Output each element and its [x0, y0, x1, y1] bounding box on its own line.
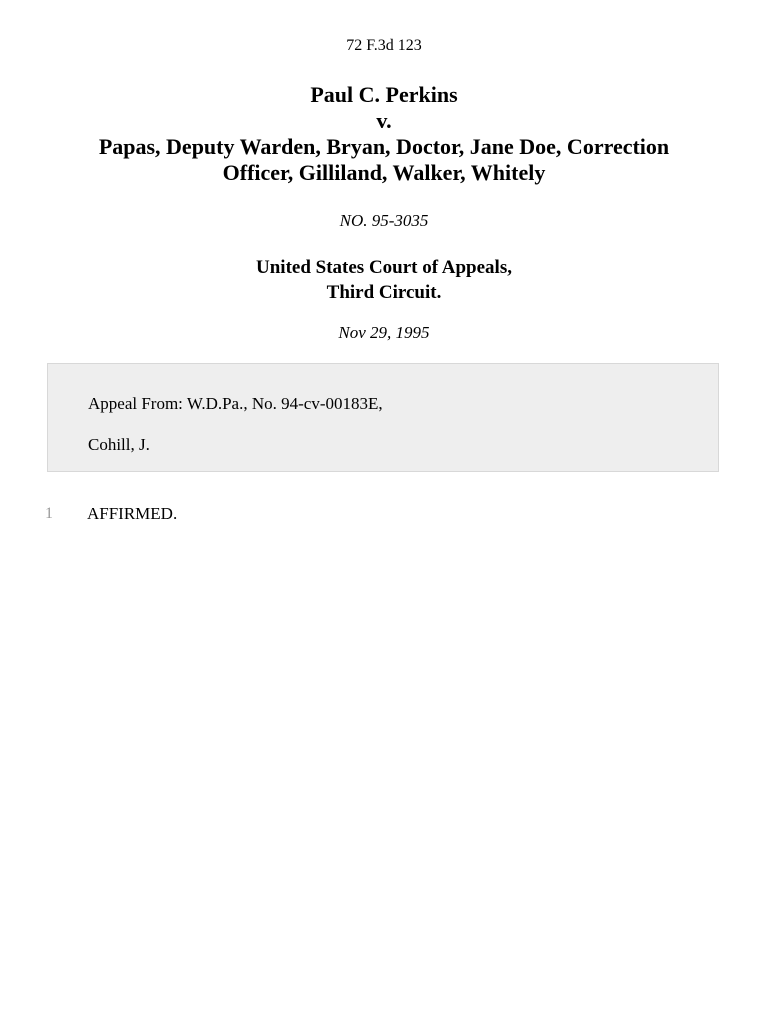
appeal-from-text: Appeal From: W.D.Pa., No. 94-cv-00183E,	[88, 394, 383, 413]
versus-label: v.	[376, 108, 392, 133]
plaintiff-name: Paul C. Perkins	[310, 82, 458, 107]
paragraph-text: AFFIRMED.	[87, 504, 178, 523]
decision-date: Nov 29, 1995	[338, 323, 430, 342]
court-name-line-1: United States Court of Appeals,	[256, 257, 512, 278]
court-name	[0, 255, 768, 305]
court-name-line-2: Third Circuit.	[326, 282, 442, 303]
judge-name: Cohill, J.	[88, 435, 150, 454]
case-title	[40, 82, 728, 186]
case-summary-box	[47, 363, 719, 472]
paragraph-number: 1	[45, 505, 53, 522]
opinion-paragraph	[0, 504, 768, 526]
docket-number: NO. 95-3035	[339, 211, 429, 230]
case-citation: 72 F.3d 123	[346, 37, 422, 54]
defendants-line-2: Officer, Gilliland, Walker, Whitely	[222, 160, 546, 185]
defendants-line-1: Papas, Deputy Warden, Bryan, Doctor, Jane Doe, Correction	[98, 134, 670, 159]
